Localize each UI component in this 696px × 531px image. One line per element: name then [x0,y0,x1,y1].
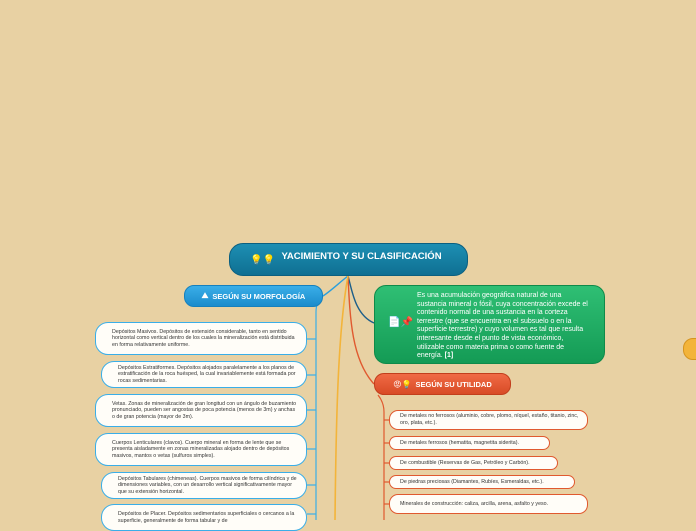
link-morfologia-spine [316,296,323,520]
lightbulb-icon: 💡💡 [250,255,275,266]
morfologia-item[interactable] [95,394,307,427]
morfologia-item[interactable] [101,504,307,531]
document-pin-icon: 📄📌 [388,317,413,328]
morfologia-item[interactable] [101,361,307,388]
morfologia-item-text: Depósitos Tabulares (chimeneas). Cuerpos masivos de forma cilíndrica y de dimensiones variables, con un desarrollo vertical significativamente mayor que su extensión horizontal. [118,475,297,495]
morfologia-item-text: Depósitos de Placer. Depósitos sedimentarios superficiales o cercanos a la superficie, generalmente de forma tabular y de [118,510,295,524]
branch-morfologia-label: SEGÚN SU MORFOLOGÍA [212,291,306,301]
branch-utilidad[interactable] [374,373,511,395]
branch-utilidad-label: SEGÚN SU UTILIDAD [415,379,492,389]
offscreen-branch-node[interactable] [683,338,696,360]
utilidad-item[interactable] [389,494,588,514]
morfologia-item[interactable] [95,322,307,355]
morfologia-item-text: Cuerpos Lenticulares (clavos). Cuerpo mineral en forma de lente que se presenta aisladamente en zonas mineralizadas alojado dentro de depósitos masivos, mantos o vetas (sulfuros simples). [112,439,290,459]
definition-text: Es una acumulación geográfica natural de una sustancia mineral o fósil, cuya concentración excede el contenido normal de una sustancia en la corteza terrestre (que se encuentra en el subsuelo o en la superficie terrestre) y cuyo volumen es tal que resulta interesante desde el punto de vista económico, utilizable como materia prima o como fuente de energía. [417,292,588,360]
link-root-definition [348,276,374,323]
utilidad-item[interactable] [389,410,588,430]
utilidad-item-text: De metales no ferrosos (aluminio, cobre, plomo, níquel, estaño, titanio, zinc, oro, plata, etc.). [400,413,579,426]
faces-icon: 😡💡 [393,379,412,389]
link-utilidad-spine [378,395,384,520]
morfologia-item[interactable] [101,472,307,499]
morfologia-item[interactable] [95,433,307,466]
utilidad-item-text: De combustible (Reservas de Gas, Petróleo y Carbón). [400,459,530,466]
utilidad-item[interactable] [389,456,558,470]
link-root-offscreen [335,276,348,520]
utilidad-item-text: De piedras preciosas (Diamantes, Rubíes, Esmeraldas, etc.). [400,478,544,485]
utilidad-item-text: De metales ferrosos (hematita, magnetita siderita). [400,439,519,446]
utilidad-item[interactable] [389,475,575,489]
definition-node[interactable] [374,285,605,364]
link-root-morfologia [323,276,348,296]
morfologia-item-text: Depósitos Estratiformes. Depósitos alojados paralelamente a los planos de estratificación de la roca huésped, la cual invariablemente está formada por rocas sedimentarias. [118,364,296,384]
utilidad-item-text: Minerales de construcción: caliza, arcilla, arena, asfalto y yeso. [400,500,549,507]
branch-morfologia[interactable] [184,285,323,307]
morfologia-item-text: Vetas. Zonas de mineralización de gran longitud con un ángulo de buzamiento pronunciado, pueden ser angostas de poca potencia (menos de 3m) y anchas o de gran potencia (mayor de 3m). [112,400,297,420]
utilidad-item[interactable] [389,436,550,450]
definition-ref: [1] [444,352,454,360]
mountain-icon: ⛰ [201,291,209,300]
root-topic[interactable] [229,243,468,276]
morfologia-item-text: Depósitos Masivos. Depósitos de extensión considerable, tanto en sentido horizontal como vertical dentro de los cuales la mineralización está distribuida en forma relativamente uniforme. [112,328,295,348]
root-title: YACIMIENTO Y SU CLASIFICACIÓN [281,251,442,262]
